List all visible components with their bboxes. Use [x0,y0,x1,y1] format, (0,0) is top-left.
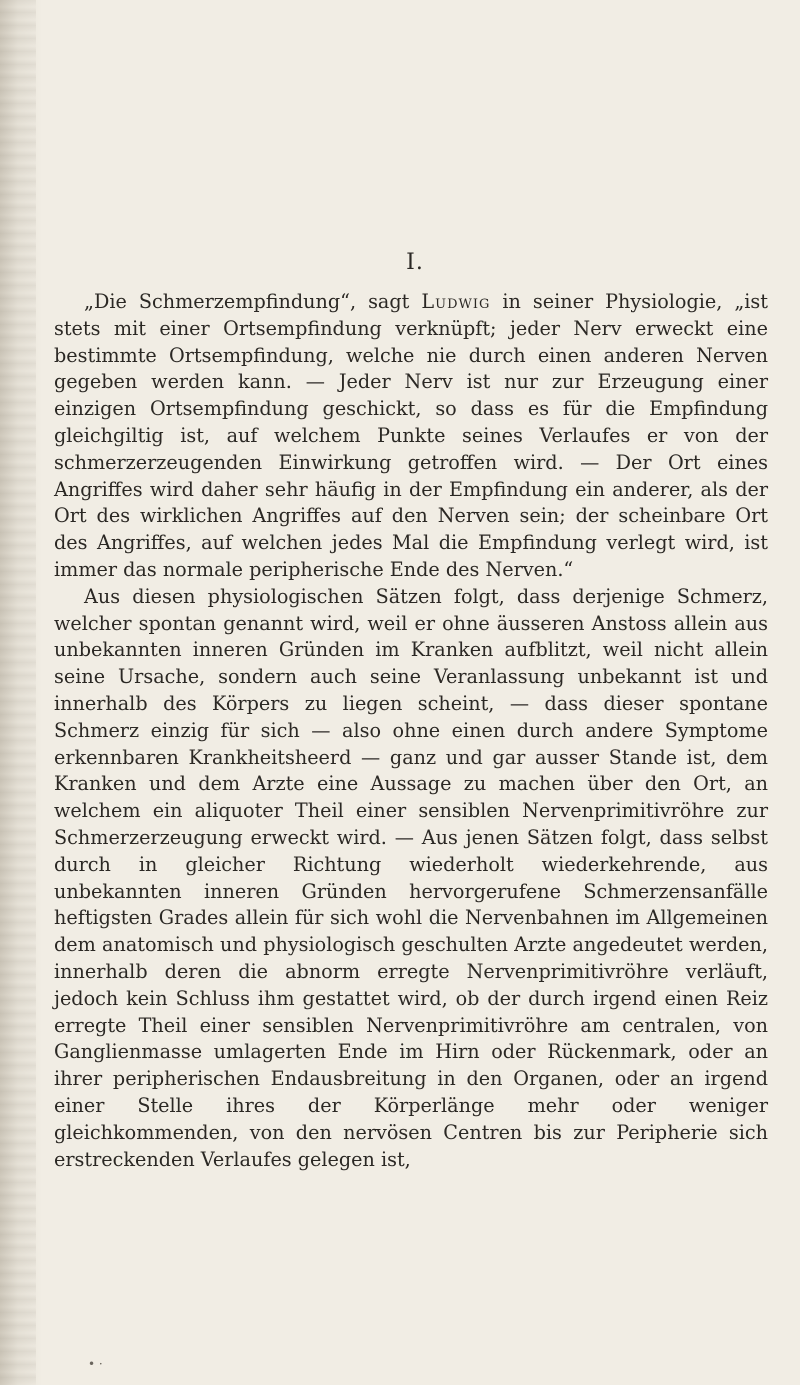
text-block [54,250,768,1173]
quote-opening: „Die Schmerzempfindung“, sagt [84,290,422,313]
paragraph-1 [54,289,768,584]
section-number: I. [406,250,424,275]
paragraph-2: Aus diesen physiologischen Sätzen folgt, dass derjenige Schmerz, welcher spontan genannt wird, weil er ohne äusseren Anstoss allein aus unbekannten inneren Gründen im Kranken aufblitzt, weil nicht allein seine Ursache, sondern auch seine Veranlassung unbekannt ist und innerhalb des Körpers zu liegen scheint, — dass dieser spontane Schmerz einzig für sich — also ohne einen durch andere Symptome erkennbaren Krankheitsheerd — ganz und gar ausser Stande ist, dem Kranken und dem Arzte eine Aussage zu machen über den Ort, an welchem ein aliquoter Theil einer sensiblen Nervenprimitivröhre zur Schmerzerzeugung erweckt wird. — Aus jenen Sätzen folgt, dass selbst durch in gleicher Richtung wiederholt wiederkehrende, aus unbekannten inneren Gründen hervorgerufene Schmerzensanfälle heftigsten Grades allein für sich wohl die Nervenbahnen im Allgemeinen dem anatomisch und physiologisch geschulten Arzte angedeutet werden, innerhalb deren die abnorm erregte Nervenprimitivröhre verläuft, jedoch kein Schluss ihm gestattet wird, ob der durch irgend einen Reiz erregte Theil einer sensiblen Nervenprimitivröhre am centralen, von Ganglienmasse umlagerten Ende im Hirn oder Rückenmark, oder an ihrer peripherischen Endausbreitung in den Organen, oder an irgend einer Stelle ihres der Körperlänge mehr oder weniger gleichkommenden, von den nervösen Centren bis zur Peripherie sich erstreckenden Verlaufes gelegen ist, [54,584,768,1171]
binding-shadow [0,0,36,1385]
quote-body: in seiner Physiologie, „ist stets mit einer Ortsempfindung verknüpft; jeder Nerv erweckt eine bestimmte Ortsempfindung, welche nie durch einen anderen Nerven gegeben werden kann. — Jeder Nerv ist nur zur Erzeugung einer einzigen Ortsempfindung geschickt, so dass es für die Empfindung gleichgiltig ist, auf welchem Punkte seines Verlaufes er von der schmerzerzeugenden Einwirkung getroffen wird. — Der Ort eines Angriffes wird daher sehr häufig in der Empfindung ein anderer, als der Ort des wirklichen Angriffes auf den Nerven sein; der scheinbare Ort des Angriffes, auf welchen jedes Mal die Empfindung verlegt wird, ist immer das normale peripherische Ende des Nerven.“ [54,290,768,581]
author-name: Ludwig [421,290,491,313]
page-mark: • · [88,1357,103,1371]
